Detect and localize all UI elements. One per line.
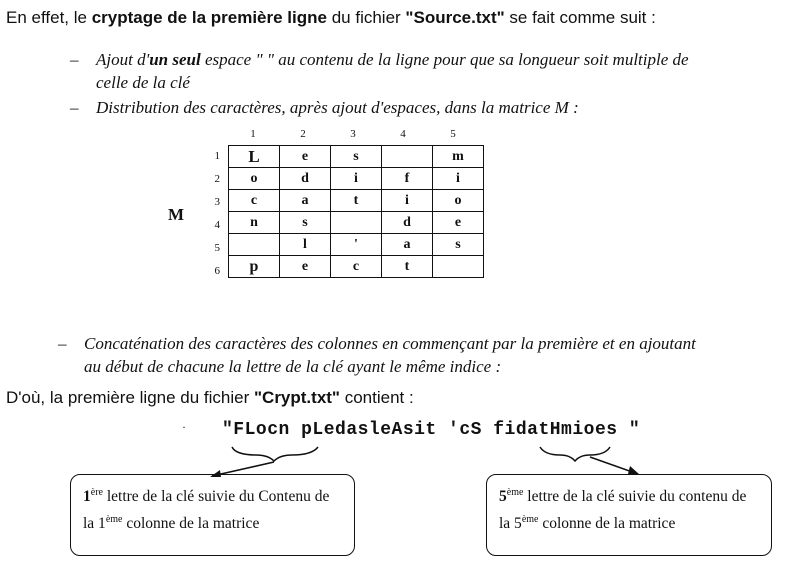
matrix-cell: n <box>229 212 280 234</box>
matrix-cell: p <box>229 256 280 278</box>
left-brace <box>232 447 318 461</box>
intro-bold: la première ligne <box>191 8 327 27</box>
bullet-dash: – <box>70 50 79 69</box>
note-sup: ère <box>90 487 103 498</box>
matrix-col-index: 1 <box>250 128 256 140</box>
note-number: 5 <box>499 488 507 506</box>
matrix-row-index: 1 <box>214 150 220 162</box>
bullet-text: Concaténation des caractères des colonnes en commençant par la première et en ajoutant <box>84 334 696 353</box>
source-filename: "Source.txt" <box>405 8 505 27</box>
matrix-col-index: 4 <box>400 128 406 140</box>
bullet-text: Ajout d' <box>96 50 150 69</box>
intro-bold: cryptage de <box>91 8 192 27</box>
intro-part: En effet, le <box>6 8 92 27</box>
bullet-bold: un seul <box>149 50 201 69</box>
note-sup: ème <box>521 514 539 526</box>
note-text: colonne de la matrice <box>538 515 676 533</box>
bullet-text: espace " " au contenu de la ligne pour que sa longueur soit multiple de <box>200 50 689 69</box>
matrix-row-index: 5 <box>214 242 220 254</box>
bullet-text: Distribution des caractères, après ajout d'espaces, dans la matrice M : <box>96 98 579 117</box>
note-sup: ème <box>506 487 524 498</box>
matrix-cell: e <box>433 212 484 234</box>
matrix-cell: i <box>382 190 433 212</box>
note-number: 1 <box>83 488 91 506</box>
crypt-filename: "Crypt.txt" <box>253 388 340 407</box>
matrix-cell: i <box>331 168 382 190</box>
matrix-cell: l <box>280 234 331 256</box>
matrix-cell: s <box>331 146 382 168</box>
matrix-col-index: 3 <box>350 128 356 140</box>
note-text: lettre de la clé suivie du contenu de la 5 <box>499 488 747 533</box>
matrix-row-index: 4 <box>214 219 220 231</box>
matrix-cell: a <box>382 234 433 256</box>
matrix-row-index: 2 <box>214 173 220 185</box>
bullet-text: au début de chacune la lettre de la clé ayant le même indice : <box>84 357 502 376</box>
right-brace <box>540 447 610 461</box>
result-part: contient : <box>340 388 414 407</box>
matrix-cell: c <box>331 256 382 278</box>
note-text: lettre de la clé suivie du Contenu de la 1 <box>83 488 330 533</box>
note-text: colonne de la matrice <box>122 515 260 533</box>
result-part: D'où, la première ligne du fichier <box>6 388 254 407</box>
matrix-row-index: 6 <box>214 265 220 277</box>
matrix-cell: d <box>382 212 433 234</box>
note-left <box>70 474 355 556</box>
matrix-cell: o <box>229 168 280 190</box>
intro-part: se fait comme suit : <box>504 8 656 27</box>
matrix-cell: m <box>433 146 484 168</box>
crypt-string: "FLocn pLedasleAsit 'cS fidatHmioes " <box>222 420 641 440</box>
matrix-col-index: 2 <box>300 128 306 140</box>
bullet-dash: – <box>70 98 79 117</box>
matrix-cell: o <box>433 190 484 212</box>
matrix-cell: s <box>433 234 484 256</box>
matrix-col-index: 5 <box>450 128 456 140</box>
intro-part: du fichier <box>326 8 406 27</box>
matrix-cell: f <box>382 168 433 190</box>
matrix-cell: L <box>229 146 280 168</box>
matrix-cell: s <box>280 212 331 234</box>
matrix-cell: d <box>280 168 331 190</box>
matrix-cell: a <box>280 190 331 212</box>
matrix-row-index: 3 <box>214 196 220 208</box>
matrix-cell: t <box>331 190 382 212</box>
matrix-cell: t <box>382 256 433 278</box>
stray-dot: · <box>182 420 186 434</box>
bullet-dash: – <box>58 334 67 353</box>
matrix-cell: e <box>280 256 331 278</box>
note-sup: ème <box>105 514 123 526</box>
matrix-cell: i <box>433 168 484 190</box>
matrix-cell: c <box>229 190 280 212</box>
matrix-cell: ' <box>331 234 382 256</box>
matrix-label: M <box>168 205 185 224</box>
note-right <box>486 474 772 556</box>
matrix-cell: e <box>280 146 331 168</box>
bullet-text: celle de la clé <box>96 73 190 92</box>
